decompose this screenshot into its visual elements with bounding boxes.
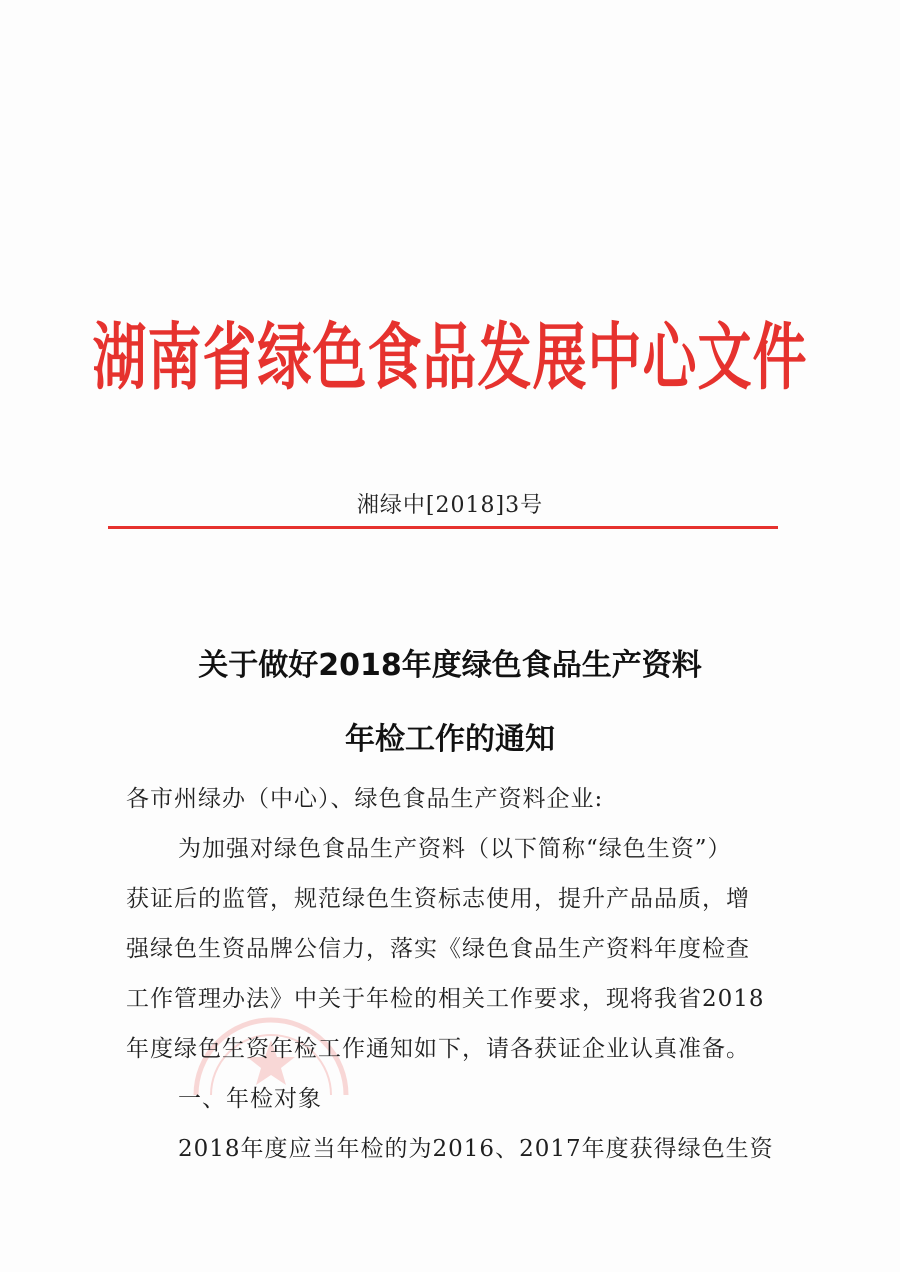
paragraph-1-line-4: 工作管理办法》中关于年检的相关工作要求，现将我省2018	[126, 986, 765, 1012]
paragraph-1-line-5: 年度绿色生资年检工作通知如下，请各获证企业认真准备。	[126, 1036, 750, 1062]
issuer-header: 湖南省绿色食品发展中心文件	[92, 313, 808, 400]
paragraph-1-line-2: 获证后的监管，规范绿色生资标志使用，提升产品品质，增	[126, 886, 750, 912]
section-1-line-1: 2018年度应当年检的为2016、2017年度获得绿色生资	[178, 1136, 774, 1162]
notice-title-line-1: 关于做好2018年度绿色食品生产资料	[198, 648, 702, 683]
notice-title-line-2: 年检工作的通知	[345, 722, 555, 757]
document-number: 湘绿中[2018]3号	[356, 493, 544, 518]
section-1-heading: 一、年检对象	[178, 1086, 322, 1112]
salutation: 各市州绿办（中心）、绿色食品生产资料企业:	[126, 786, 604, 812]
paragraph-1-line-1: 为加强对绿色食品生产资料（以下简称“绿色生资”）	[178, 836, 732, 862]
paragraph-1-line-3: 强绿色生资品牌公信力，落实《绿色食品生产资料年度检查	[126, 936, 750, 962]
red-divider-line	[108, 526, 778, 529]
